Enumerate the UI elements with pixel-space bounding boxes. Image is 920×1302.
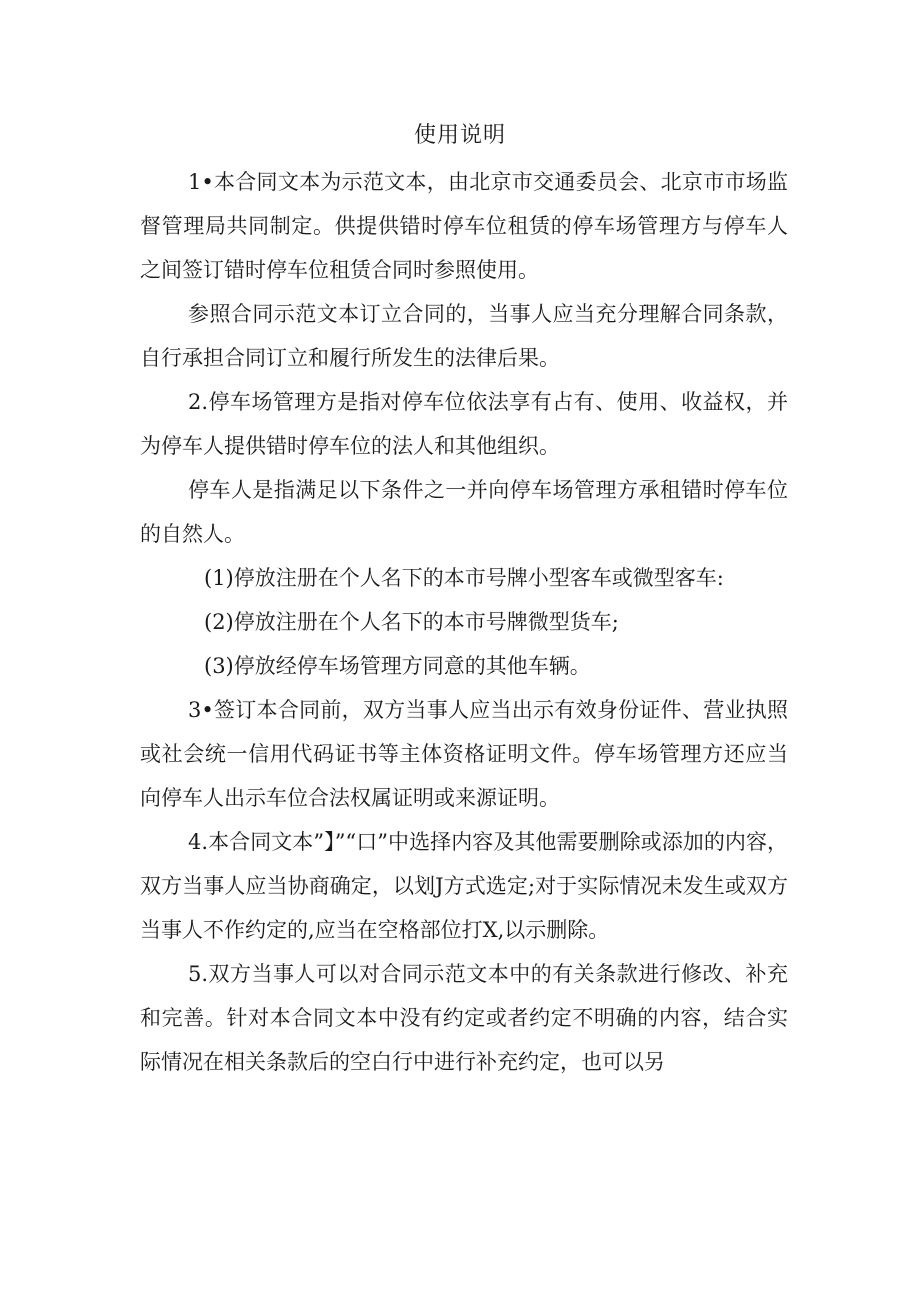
paragraph-4: 停车人是指满足以下条件之一并向停车场管理方承租错时停车位的自然人。 xyxy=(140,478,788,546)
paragraph-5: 3•签订本合同前，双方当事人应当出示有效身份证件、营业执照或社会统一信用代码证书等主体资格证明文件。停车场管理方还应当向停车人出示车位合法权属证明或来源证明。 xyxy=(140,698,788,810)
paragraph-2: 参照合同示范文本订立合同的，当事人应当充分理解合同条款，自行承担合同订立和履行所发生的法律后果。 xyxy=(140,302,788,370)
paragraph-1: 1•本合同文本为示范文本，由北京市交通委员会、北京市市场监督管理局共同制定。供提供错时停车位租赁的停车场管理方与停车人之间签订错时停车位租赁合同时参照使用。 xyxy=(140,170,788,282)
condition-item-3: (3)停放经停车场管理方同意的其他车辆。 xyxy=(204,654,591,678)
paragraph-3: 2.停车场管理方是指对停车位依法享有占有、使用、收益权，并为停车人提供错时停车位的法人和其他组织。 xyxy=(140,390,788,458)
condition-item-1: (1)停放注册在个人名下的本市号牌小型客车或微型客车: xyxy=(204,566,724,590)
paragraph-6: 4.本合同文本”】”“口”中选择内容及其他需要删除或添加的内容，双方当事人应当协商确定，以划J方式选定;对于实际情况未发生或双方当事人不作约定的,应当在空格部位打X,以示删除。 xyxy=(140,830,788,942)
paragraph-7: 5.双方当事人可以对合同示范文本中的有关条款进行修改、补充和完善。针对本合同文本中没有约定或者约定不明确的内容，结合实际情况在相关条款后的空白行中进行补充约定，也可以另 xyxy=(140,962,788,1074)
document-title: 使用说明 xyxy=(413,123,506,148)
condition-item-2: (2)停放注册在个人名下的本市号牌微型货车; xyxy=(204,610,619,634)
document-body xyxy=(140,160,788,1084)
